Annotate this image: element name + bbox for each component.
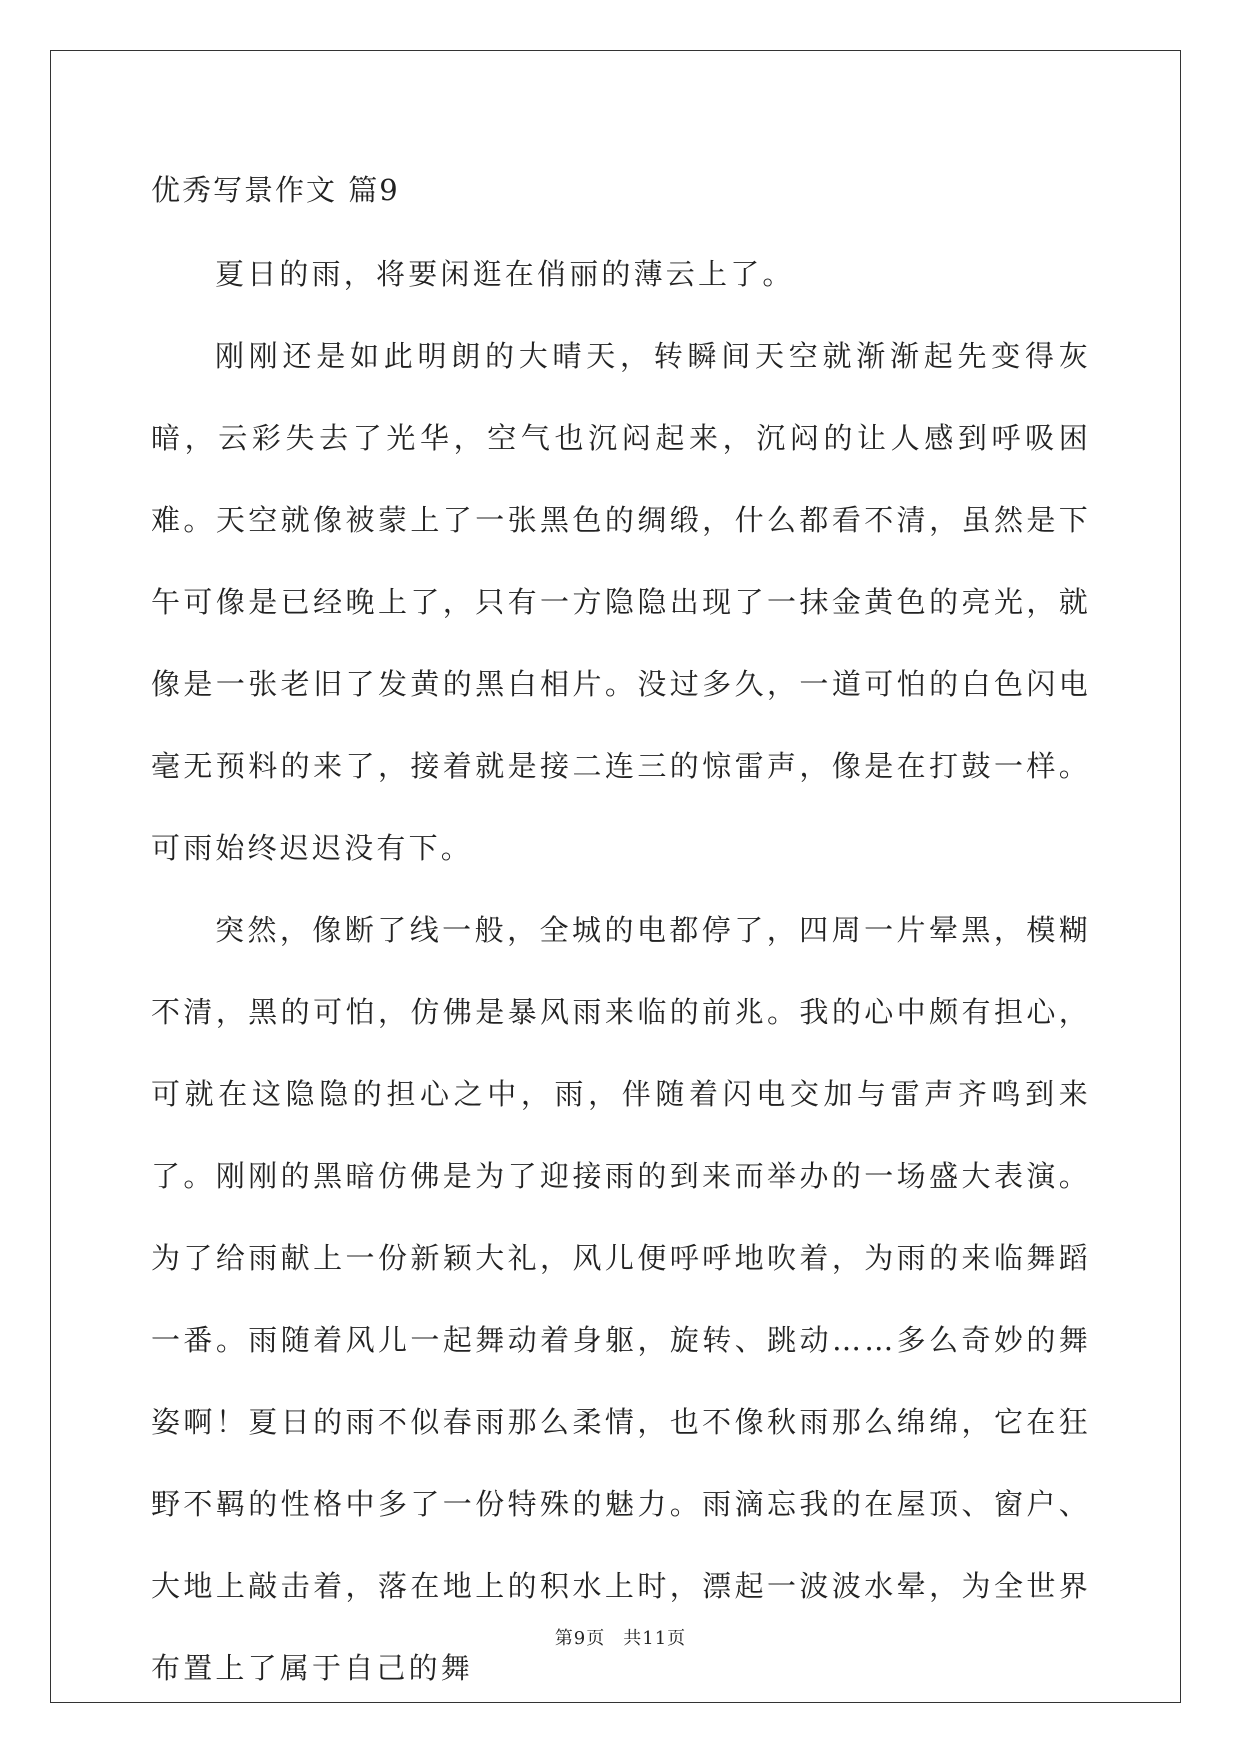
total-pages-label: 共11页 — [623, 1628, 687, 1649]
paragraph-1: 夏日的雨，将要闲逛在俏丽的薄云上了。 — [215, 257, 795, 291]
document-body — [151, 165, 1091, 1709]
page-footer — [0, 1624, 1241, 1650]
paragraph-2: 刚刚还是如此明朗的大晴天，转瞬间天空就渐渐起先变得灰暗，云彩失去了光华，空气也沉闷起来，沉闷的让人感到呼吸困难。天空就像被蒙上了一张黑色的绸缎，什么都看不清，虽然是下午可像是已经晚上了，只有一方隐隐出现了一抹金黄色的亮光，就像是一张老旧了发黄的黑白相片。没过多久，一道可怕的白色闪电毫无预料的来了，接着就是接二连三的惊雷声，像是在打鼓一样。可雨始终迟迟没有下。 — [151, 339, 1091, 865]
paragraph-3: 突然，像断了线一般，全城的电都停了，四周一片晕黑，模糊不清，黑的可怕，仿佛是暴风雨来临的前兆。我的心中颇有担心，可就在这隐隐的担心之中，雨，伴随着闪电交加与雷声齐鸣到来了。刚刚的黑暗仿佛是为了迎接雨的到来而举办的一场盛大表演。为了给雨献上一份新颖大礼，风儿便呼呼地吹着，为雨的来临舞蹈一番。雨随着风儿一起舞动着身躯，旋转、跳动……多么奇妙的舞姿啊！夏日的雨不似春雨那么柔情，也不像秋雨那么绵绵，它在狂野不羁的性格中多了一份特殊的魅力。雨滴忘我的在屋顶、窗户、大地上敲击着，落在地上的积水上时，漂起一波波水晕，为全世界布置上了属于自己的舞 — [151, 913, 1091, 1685]
document-title: 优秀写景作文 篇9 — [151, 173, 400, 207]
current-page-label: 第9页 — [554, 1628, 606, 1649]
